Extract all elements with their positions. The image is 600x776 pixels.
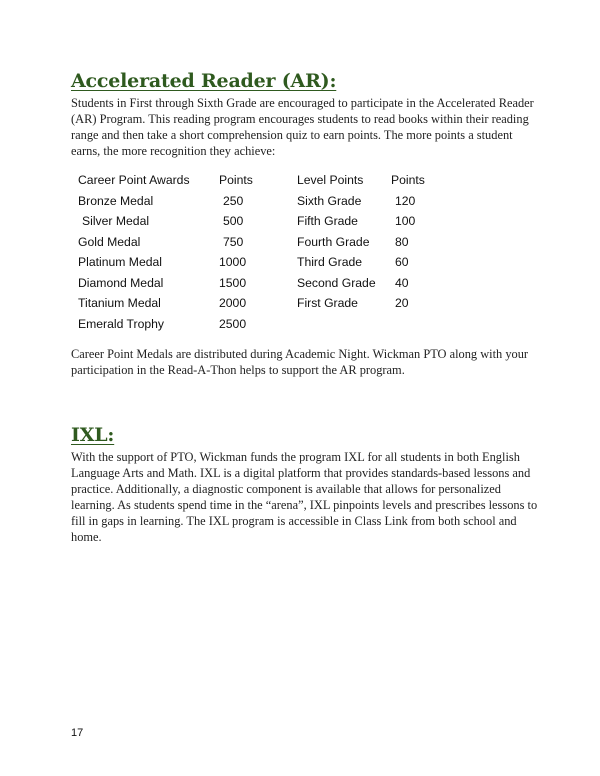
grade-level: Sixth Grade [297,193,362,208]
ar-medals-note: Career Point Medals are distributed during Academic Night. Wickman PTO along with your participation in the Read-A-Thon helps to support the AR program. [71,347,529,377]
award-name: Gold Medal [78,234,141,249]
table-row [74,211,431,232]
column-header-level-points: Points [391,173,425,188]
level-points: 20 [395,296,409,311]
table-header-row [74,170,431,191]
award-points: 750 [223,234,244,249]
column-header-career-points: Points [219,173,253,188]
grade-level: Third Grade [297,255,363,270]
award-points: 500 [223,214,244,229]
award-points: 1000 [219,255,247,270]
level-points [391,314,431,335]
award-points: 2500 [219,316,247,331]
ar-points-table [74,170,431,334]
ar-heading: Accelerated Reader (AR): [71,70,337,92]
award-points: 1500 [219,275,247,290]
table-row [74,293,431,314]
table-row [74,252,431,273]
grade-level [297,314,391,335]
award-points: 250 [223,193,244,208]
award-name: Titanium Medal [78,296,161,311]
level-points: 100 [395,214,416,229]
level-points: 60 [395,255,409,270]
award-name: Bronze Medal [78,193,154,208]
grade-level: Fifth Grade [297,214,358,229]
level-points: 40 [395,275,409,290]
award-name: Platinum Medal [78,255,162,270]
award-points: 2000 [219,296,247,311]
ixl-heading: IXL: [71,424,115,446]
ixl-paragraph: With the support of PTO, Wickman funds the program IXL for all students in both English Language Arts and Math. IXL is a digital platform that provides standards-based lessons and practice. Additionally, a diagnostic component is available that allows for personalized learning. As students spend time in the “arena”, IXL pinpoints levels and prescribes lessons to fill in gaps in learning. The IXL program is accessible in Class Link from both school and home. [71,450,538,544]
table-row [74,232,431,253]
level-points: 80 [395,234,409,249]
grade-level: Second Grade [297,275,376,290]
award-name: Silver Medal [82,214,150,229]
table-row [74,314,431,335]
grade-level: Fourth Grade [297,234,370,249]
table-row [74,273,431,294]
grade-level: First Grade [297,296,358,311]
level-points: 120 [395,193,416,208]
column-header-level: Level Points [297,173,364,188]
award-name: Emerald Trophy [78,316,165,331]
table-row [74,191,431,212]
award-name: Diamond Medal [78,275,164,290]
column-header-career-awards: Career Point Awards [78,173,190,188]
ar-intro-paragraph: Students in First through Sixth Grade are encouraged to participate in the Accelerated Reader (AR) Program. This reading program encourages students to read books within their reading range and then take a short comprehension quiz to earn points. The more points a student earns, the more recognition they achieve: [71,96,534,158]
page-number: 17 [71,727,84,739]
